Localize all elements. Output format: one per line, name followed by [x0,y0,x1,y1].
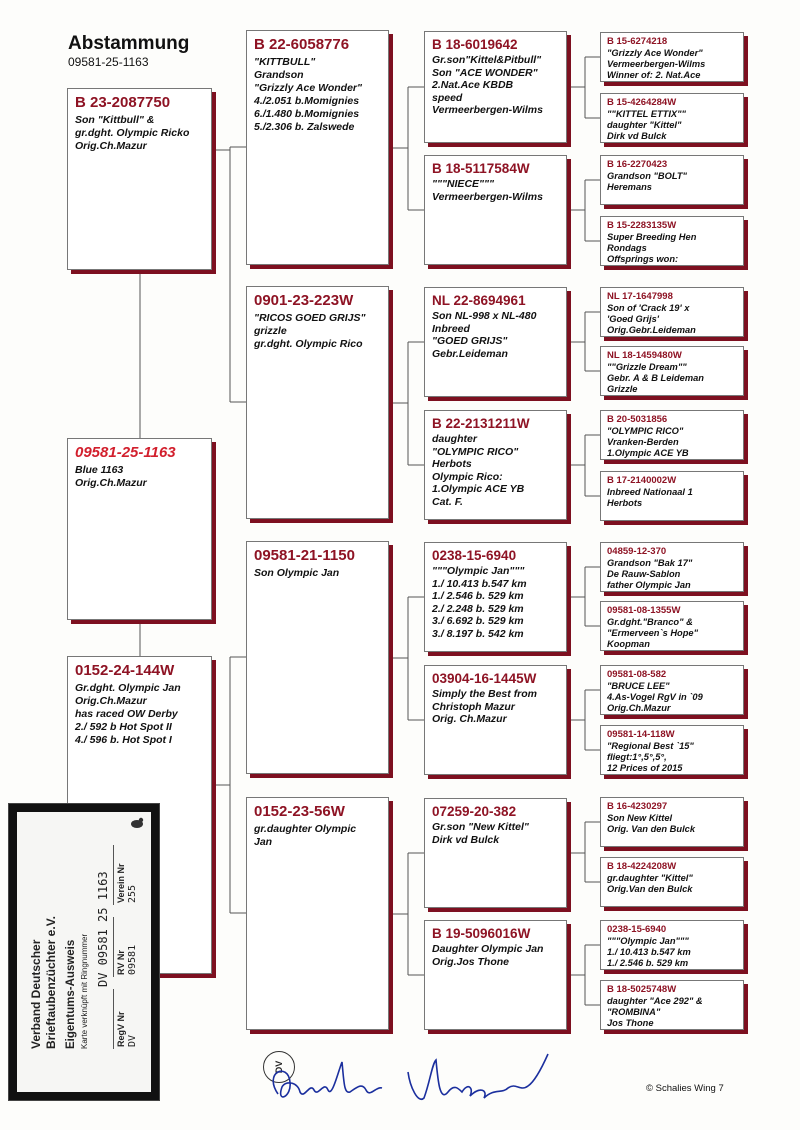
gen4-ring: B 16-2270423 [607,159,668,170]
gen3-line: Olympic Rico: [432,470,503,483]
gen3-line: 2.Nat.Ace KBDB [432,79,514,91]
handwritten-signature [258,1042,558,1122]
gen4-box [600,32,744,82]
sire-ring: B 23-2087750 [75,94,171,111]
gen4-line: De Rauw-Sablon [607,568,681,579]
gen4-line: "BRUCE LEE" [607,681,670,691]
gen3-line: """NIECE""" [432,178,494,190]
gen4-line: 1./ 10.413 b.547 km [607,946,691,957]
card-value-verein: 255 [127,884,138,903]
card-value-rv: 09581 [127,944,138,975]
dam-line: has raced OW Derby [75,708,178,720]
card-ring-number: DV 09581 25 1163 [96,871,110,987]
gen3-box [424,31,567,143]
gen4-ring: NL 17-1647998 [607,291,673,302]
gen4-line: 'Goed Grijs' [607,313,659,324]
gen3-line: Gr.son"Kittel&Pitbull" [432,54,542,66]
gen4-box [600,287,744,337]
gen3-line: 1./ 2.546 b. 529 km [432,590,524,602]
gen4-line: Winner of: 2. Nat.Ace [607,69,701,80]
gen3-line: Simply the Best from [432,688,538,700]
subject-ring: 09581-25-1163 [75,444,176,461]
gen4-line: Herbots [607,497,643,508]
card-org-line2: Brieftaubenzüchter e.V. [44,916,58,1049]
gen4-box [600,980,744,1030]
gen4-line: fliegt:1°,5°,5°, [607,751,667,762]
gen3-line: Herbots [432,458,472,470]
gen3-box [424,665,567,775]
gen3-line: Daughter Olympic Jan [432,943,544,955]
gen3-line: 1./ 10.413 b.547 km [432,577,527,590]
grandparent-line: 6./1.480 b.Momignies [254,108,360,120]
card-title: Eigentums-Ausweis [65,939,77,1049]
gen4-line: Gr.dght."Branco" & [607,617,693,627]
card-divider [113,917,114,977]
sire-line: Orig.Ch.Mazur [75,140,147,152]
gen4-line: ""KITTEL ETTIX"" [607,109,686,119]
gen4-line: Koopman [607,638,650,649]
gen4-box [600,155,744,205]
card-value-regv: DV [127,1034,138,1047]
gen4-line: Jos Thone [607,1017,654,1028]
sire-box [67,88,212,270]
gen4-box [600,216,744,266]
gen4-box [600,601,744,651]
gen4-ring: B 17-2140002W [607,475,677,486]
grandparent-ring: 0152-23-56W [254,803,345,820]
gen4-line: 1.Olympic ACE YB [607,447,689,458]
gen3-ring: B 19-5096016W [432,926,531,941]
gen3-box [424,155,567,265]
gen4-ring: B 15-2283135W [607,220,677,231]
gen4-box [600,857,744,907]
gen3-box [424,287,567,397]
grandparent-line: "KITTBULL" [254,56,316,68]
gen4-line: 12 Prices of 2015 [607,762,683,773]
gen4-ring: 09581-08-1355W [607,605,681,616]
gen3-line: Cat. F. [432,495,463,508]
card-label-regv: RegV Nr [116,1011,126,1047]
gen4-box [600,665,744,715]
gen4-line: ""Grizzle Dream"" [607,362,687,372]
gen4-box [600,471,744,521]
grandparent-line: gr.daughter Olympic [254,823,357,835]
gen3-line: "GOED GRIJS" [432,335,508,347]
gen3-line: Christoph Mazur [432,700,515,713]
gen4-line: Inbreed Nationaal 1 [607,487,693,497]
gen3-line: Gr.son "New Kittel" [432,821,529,833]
gen3-line: """Olympic Jan""" [432,565,525,577]
page-title: Abstammung [68,33,190,54]
gen4-line: 1./ 2.546 b. 529 km [607,957,689,968]
gen3-line: Gebr.Leideman [432,347,508,360]
gen4-ring: B 15-4264284W [607,97,677,108]
gen4-line: gr.daughter "Kittel" [607,873,693,883]
gen3-ring: 03904-16-1445W [432,671,537,686]
gen4-ring: 04859-12-370 [607,546,667,557]
gen4-box [600,920,744,970]
grandparent-box [246,541,389,774]
gen3-line: Inbreed [432,322,470,335]
grandparent-line: Son Olympic Jan [254,567,340,579]
dam-line: 2./ 592 b Hot Spot II [75,721,172,733]
grandparent-line: Jan [254,836,273,848]
gen3-ring: B 18-6019642 [432,37,518,52]
gen4-box [600,410,744,460]
gen3-ring: 07259-20-382 [432,804,517,819]
gen4-line: "OLYMPIC RICO" [607,426,684,436]
gen4-line: Grizzle [607,383,638,394]
dam-line: 4./ 596 b. Hot Spot I [75,734,172,746]
gen4-ring: B 16-4230297 [607,801,668,812]
subject-line: Blue 1163 [75,464,124,476]
gen4-ring: B 18-4224208W [607,861,677,872]
gen4-line: "Grizzly Ace Wonder" [607,48,703,58]
gen4-box [600,93,744,143]
grandparent-box [246,286,389,519]
gen4-ring: B 18-5025748W [607,984,677,995]
gen3-line: 1.Olympic ACE YB [432,483,525,495]
copyright-notice: © Schalies Wing 7 [646,1083,724,1094]
sire-line: Son "Kittbull" & [75,114,155,126]
card-label-verein: Verein Nr [116,863,126,903]
gen4-line: Orig.Gebr.Leideman [607,324,696,335]
dam-ring: 0152-24-144W [75,662,175,679]
gen3-line: Vermeerbergen-Wilms [432,104,543,116]
gen4-ring: NL 18-1459480W [607,350,682,361]
gen4-box [600,542,744,592]
gen3-ring: B 22-2131211W [432,416,530,431]
gen4-line: Dirk vd Bulck [607,130,667,141]
gen3-line: Son NL-998 x NL-480 [432,310,537,322]
gen4-ring: 09581-08-582 [607,669,667,680]
gen3-line: Son "ACE WONDER" [432,66,538,79]
dv-logo: DV [263,1051,295,1083]
gen3-box [424,410,567,520]
grandparent-line: gr.dght. Olympic Rico [254,338,363,350]
gen3-ring: NL 22-8694961 [432,293,526,308]
card-subtitle: Karte verknüpft mit Ringnummer [80,933,89,1049]
gen4-ring: 09581-14-118W [607,729,675,740]
gen4-line: Grandson "Bak 17" [607,558,693,568]
dam-line: Gr.dght. Olympic Jan [75,682,181,694]
gen3-line: Dirk vd Bulck [432,833,500,846]
gen4-line: Orig. Van den Bulck [607,823,695,834]
grandparent-line: 5./2.306 b. Zalswede [254,121,355,133]
grandparent-box [246,30,389,265]
gen4-line: Grandson "BOLT" [607,171,687,181]
gen4-ring: 0238-15-6940 [607,924,667,935]
gen3-line: 2./ 2.248 b. 529 km [432,602,524,615]
gen4-line: Heremans [607,181,652,192]
gen3-box [424,920,567,1030]
gen4-line: "Regional Best `15" [607,741,694,751]
gen4-line: Son of 'Crack 19' x [607,303,690,313]
grandparent-line: 4./2.051 b.Momignies [254,95,360,107]
gen4-line: Offsprings won: [607,253,679,264]
card-divider [113,989,114,1049]
card-label-rv: RV Nr [116,950,126,975]
gen4-line: Son New Kittel [607,813,673,823]
gen4-line: Vranken-Berden [607,436,679,447]
gen4-box [600,725,744,775]
grandparent-line: "RICOS GOED GRIJS" [254,312,366,324]
gen3-ring: B 18-5117584W [432,161,530,176]
subject-box [67,438,212,620]
gen3-box [424,798,567,908]
gen4-line: Orig.Ch.Mazur [607,702,671,713]
gen4-line: Vermeerbergen-Wilms [607,58,706,69]
gen4-box [600,346,744,396]
grandparent-line: grizzle [254,325,287,337]
gen4-line: Super Breeding Hen [607,232,697,242]
gen4-line: daughter "Ace 292" & [607,996,703,1006]
gen3-line: Vermeerbergen-Wilms [432,190,543,203]
subject-line: Orig.Ch.Mazur [75,477,147,489]
gen3-line: 3./ 6.692 b. 529 km [432,615,524,627]
gen4-line: father Olympic Jan [607,579,691,590]
gen4-line: """Olympic Jan""" [607,936,689,946]
gen4-line: "ROMBINA" [607,1006,661,1017]
grandparent-ring: 09581-21-1150 [254,547,355,564]
dam-line: Orig.Ch.Mazur [75,695,147,707]
gen4-line: 4.As-Vogel RgV in `09 [607,691,703,702]
grandparent-line: "Grizzly Ace Wonder" [254,82,362,94]
gen4-line: "Ermerveen`s Hope" [607,627,698,638]
gen4-line: Orig.Van den Bulck [607,883,693,894]
grandparent-ring: 0901-23-223W [254,292,354,309]
gen4-line: daughter "Kittel" [607,119,682,130]
card-divider [113,845,114,905]
gen3-line: Orig.Jos Thone [432,955,510,968]
gen3-box [424,542,567,652]
gen3-line: speed [432,91,463,104]
gen4-box [600,797,744,847]
gen4-line: Gebr. A & B Leideman [607,372,704,383]
gen3-line: 3./ 8.197 b. 542 km [432,627,524,640]
card-org-line1: Verband Deutscher [29,939,43,1049]
gen4-ring: B 15-6274218 [607,36,668,47]
gen4-line: Rondags [607,242,647,253]
gen3-ring: 0238-15-6940 [432,548,517,563]
sire-line: gr.dght. Olympic Ricko [75,127,190,139]
gen3-line: "OLYMPIC RICO" [432,445,519,458]
grandparent-box [246,797,389,1030]
grandparent-line: Grandson [254,69,304,81]
gen3-line: daughter [432,433,477,445]
gen4-ring: B 20-5031856 [607,414,668,425]
grandparent-ring: B 22-6058776 [254,36,350,53]
page-subtitle: 09581-25-1163 [68,55,149,69]
gen3-line: Orig. Ch.Mazur [432,713,507,725]
